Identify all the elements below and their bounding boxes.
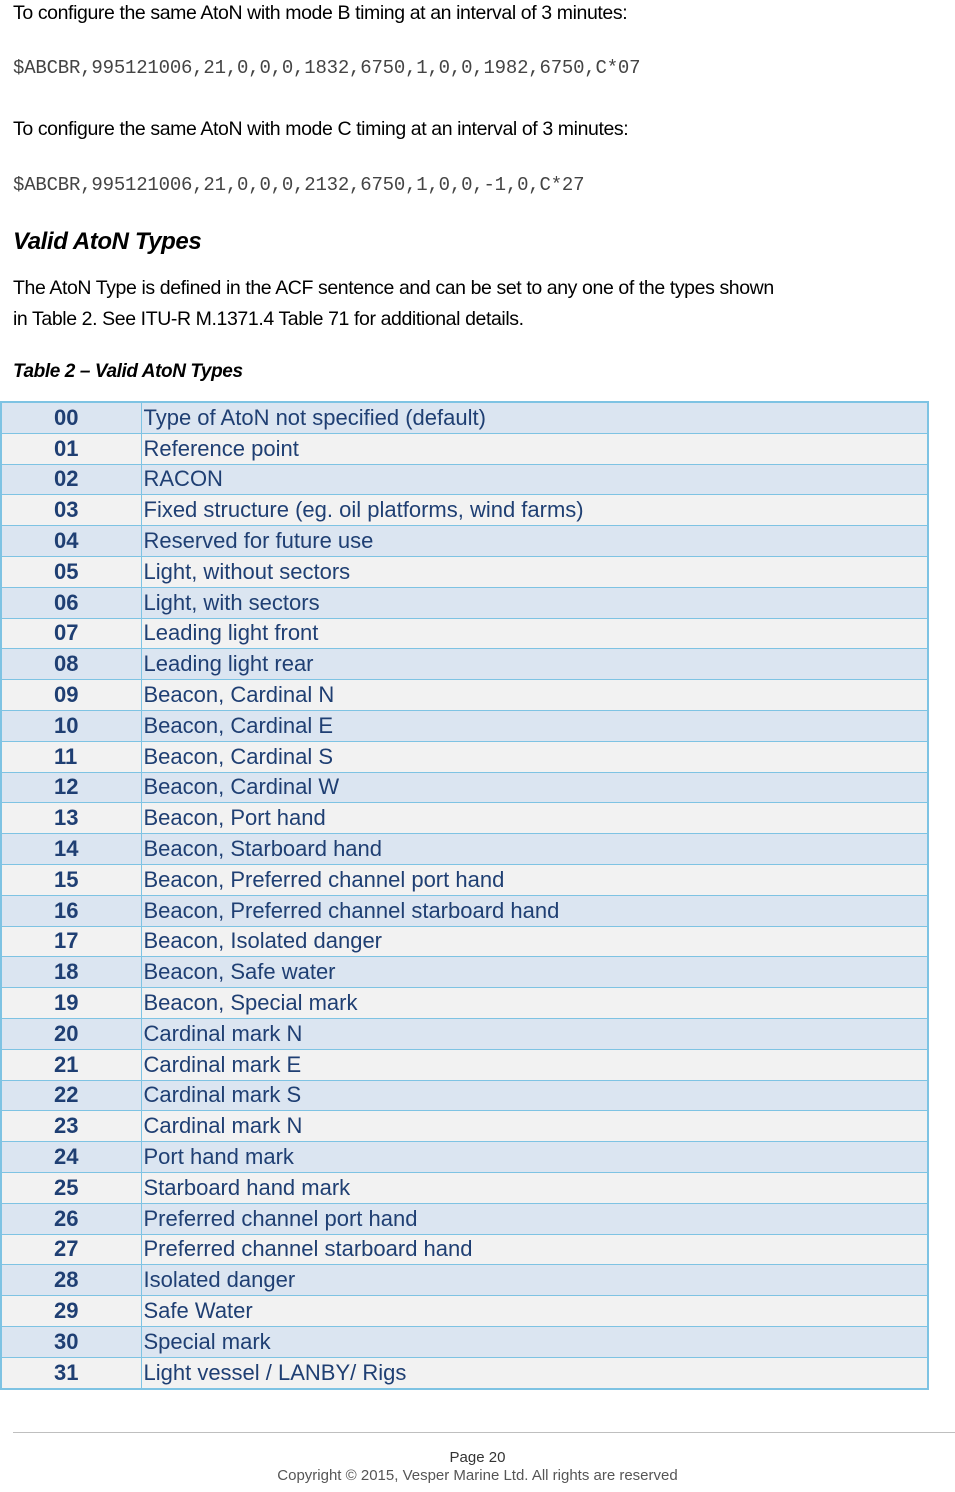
copyright-notice: Copyright © 2015, Vesper Marine Ltd. All rights are reserved — [277, 1467, 678, 1484]
table-row — [1, 618, 928, 649]
aton-type-code: 01 — [1, 433, 141, 464]
aton-type-description: Preferred channel port hand — [141, 1203, 928, 1234]
aton-type-code: 23 — [1, 1111, 141, 1142]
aton-type-code: 02 — [1, 464, 141, 495]
aton-type-code: 14 — [1, 834, 141, 865]
table-row — [1, 680, 928, 711]
aton-type-code: 16 — [1, 895, 141, 926]
aton-type-description: Beacon, Cardinal N — [141, 680, 928, 711]
aton-type-code: 10 — [1, 710, 141, 741]
table-row — [1, 988, 928, 1019]
aton-type-description: Safe Water — [141, 1296, 928, 1327]
aton-type-code: 12 — [1, 772, 141, 803]
aton-type-code: 27 — [1, 1234, 141, 1265]
aton-type-description: Light vessel / LANBY/ Rigs — [141, 1357, 928, 1388]
table-row — [1, 864, 928, 895]
aton-type-description: Cardinal mark S — [141, 1080, 928, 1111]
table-caption: Table 2 – Valid AtoN Types — [13, 361, 243, 382]
aton-type-code: 04 — [1, 526, 141, 557]
aton-type-description: Beacon, Isolated danger — [141, 926, 928, 957]
aton-type-code: 09 — [1, 680, 141, 711]
aton-type-code: 17 — [1, 926, 141, 957]
table-row — [1, 495, 928, 526]
table-row — [1, 433, 928, 464]
table-row — [1, 1326, 928, 1357]
table-row — [1, 556, 928, 587]
aton-type-code: 03 — [1, 495, 141, 526]
aton-type-description: Port hand mark — [141, 1142, 928, 1173]
mode-c-sentence: $ABCBR,995121006,21,0,0,0,2132,6750,1,0,0,-1,0,C*27 — [13, 174, 585, 196]
table-row — [1, 926, 928, 957]
table-row — [1, 1357, 928, 1388]
aton-type-description: Light, with sectors — [141, 587, 928, 618]
table-row — [1, 587, 928, 618]
aton-type-description: Cardinal mark N — [141, 1018, 928, 1049]
table-row — [1, 649, 928, 680]
aton-type-code: 07 — [1, 618, 141, 649]
mode-b-intro: To configure the same AtoN with mode B timing at an interval of 3 minutes: — [13, 2, 628, 24]
aton-type-description: Preferred channel starboard hand — [141, 1234, 928, 1265]
table-row — [1, 402, 928, 433]
aton-type-description: Beacon, Port hand — [141, 803, 928, 834]
aton-type-code: 08 — [1, 649, 141, 680]
aton-type-description: Beacon, Cardinal W — [141, 772, 928, 803]
aton-type-code: 29 — [1, 1296, 141, 1327]
aton-type-code: 18 — [1, 957, 141, 988]
aton-type-code: 11 — [1, 741, 141, 772]
aton-type-description: Beacon, Safe water — [141, 957, 928, 988]
table-row — [1, 1203, 928, 1234]
aton-type-code: 13 — [1, 803, 141, 834]
aton-type-code: 30 — [1, 1326, 141, 1357]
table-row — [1, 741, 928, 772]
aton-type-code: 24 — [1, 1142, 141, 1173]
aton-type-description: RACON — [141, 464, 928, 495]
aton-type-description: Light, without sectors — [141, 556, 928, 587]
table-row — [1, 957, 928, 988]
table-row — [1, 1172, 928, 1203]
aton-type-description: Reference point — [141, 433, 928, 464]
aton-type-code: 00 — [1, 402, 141, 433]
aton-type-description: Beacon, Special mark — [141, 988, 928, 1019]
aton-type-description: Beacon, Preferred channel port hand — [141, 864, 928, 895]
table-row — [1, 1142, 928, 1173]
table-row — [1, 1080, 928, 1111]
aton-type-description: Type of AtoN not specified (default) — [141, 402, 928, 433]
aton-type-code: 19 — [1, 988, 141, 1019]
aton-type-description: Special mark — [141, 1326, 928, 1357]
aton-type-code: 28 — [1, 1265, 141, 1296]
table-row — [1, 1018, 928, 1049]
table-row — [1, 1265, 928, 1296]
aton-type-description: Beacon, Starboard hand — [141, 834, 928, 865]
aton-type-description: Leading light rear — [141, 649, 928, 680]
table-row — [1, 895, 928, 926]
aton-type-code: 06 — [1, 587, 141, 618]
aton-type-description: Beacon, Preferred channel starboard hand — [141, 895, 928, 926]
mode-b-sentence: $ABCBR,995121006,21,0,0,0,1832,6750,1,0,0,1982,6750,C*07 — [13, 57, 641, 79]
table-row — [1, 526, 928, 557]
mode-c-intro: To configure the same AtoN with mode C timing at an interval of 3 minutes: — [13, 118, 629, 140]
table-row — [1, 1234, 928, 1265]
aton-type-description: Reserved for future use — [141, 526, 928, 557]
aton-type-code: 31 — [1, 1357, 141, 1388]
table-row — [1, 1111, 928, 1142]
table-row — [1, 772, 928, 803]
aton-type-description: Cardinal mark E — [141, 1049, 928, 1080]
table-row — [1, 834, 928, 865]
aton-type-description: Leading light front — [141, 618, 928, 649]
table-row — [1, 710, 928, 741]
aton-type-code: 15 — [1, 864, 141, 895]
section-heading: Valid AtoN Types — [13, 228, 202, 255]
aton-type-description: Beacon, Cardinal S — [141, 741, 928, 772]
aton-type-description: Starboard hand mark — [141, 1172, 928, 1203]
aton-type-description: Beacon, Cardinal E — [141, 710, 928, 741]
aton-type-description: Fixed structure (eg. oil platforms, wind farms) — [141, 495, 928, 526]
aton-type-code: 22 — [1, 1080, 141, 1111]
section-body-line1: The AtoN Type is defined in the ACF sentence and can be set to any one of the types shown — [13, 277, 774, 299]
table-row — [1, 464, 928, 495]
aton-type-description: Cardinal mark N — [141, 1111, 928, 1142]
table-row — [1, 803, 928, 834]
table-row — [1, 1296, 928, 1327]
table-row — [1, 1049, 928, 1080]
aton-type-code: 25 — [1, 1172, 141, 1203]
aton-type-code: 21 — [1, 1049, 141, 1080]
aton-type-description: Isolated danger — [141, 1265, 928, 1296]
aton-type-code: 05 — [1, 556, 141, 587]
aton-type-code: 26 — [1, 1203, 141, 1234]
footer-divider — [13, 1432, 955, 1433]
aton-types-table — [0, 401, 929, 1390]
page-number: Page 20 — [449, 1449, 506, 1466]
aton-type-code: 20 — [1, 1018, 141, 1049]
section-body-line2: in Table 2. See ITU-R M.1371.4 Table 71 for additional details. — [13, 308, 524, 330]
